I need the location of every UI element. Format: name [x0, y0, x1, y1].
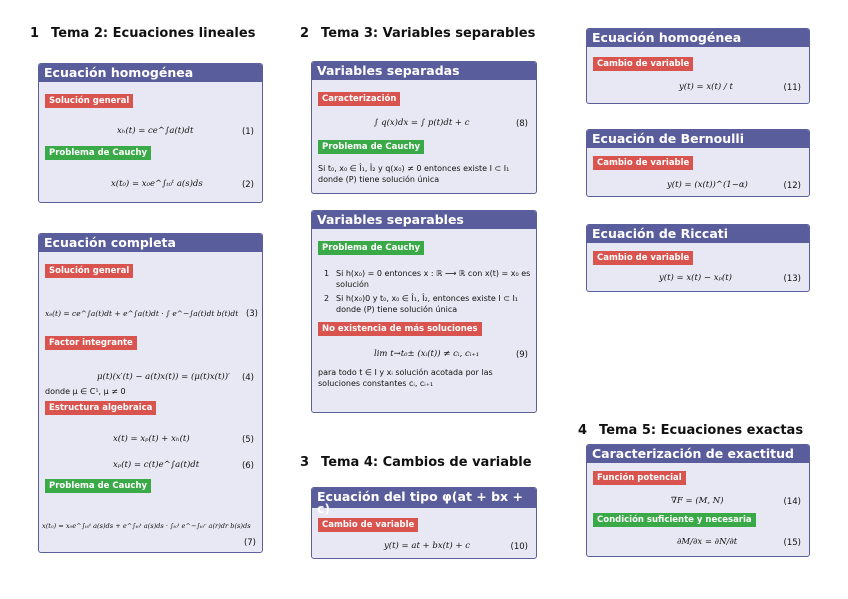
equation-7: x(t₀) = x₀e^∫ₜ₀ᵗ a(s)ds + e^∫ₜ₀ᵗ a(s)ds · ∫ₜ₀ᵗ e^−∫ₜ₀ʳ a(r)dr b(s)ds [42, 522, 251, 530]
equation-10: y(t) = at + bx(t) + c [384, 541, 470, 551]
card-title: Ecuación del tipo φ(at + bx + c) [312, 488, 536, 508]
card-title: Variables separadas [312, 62, 536, 80]
card-variables-separadas [311, 61, 537, 194]
equation-4: μ(t)(x′(t) − a(t)x(t)) = (μ(t)x(t))′ [97, 372, 230, 382]
equation-8: ∫ q(x)dx = ∫ p(t)dt + c [374, 118, 470, 128]
equation-number-1: (1) [241, 127, 254, 137]
tag-cambio-variable: Cambio de variable [318, 518, 418, 532]
equation-1: xₕ(t) = ce^∫a(t)dt [117, 126, 194, 136]
cauchy-text: Si t₀, x₀ ∈ Î₁, Î₂ y q(x₀) ≠ 0 entonces existe I ⊂ I₁ donde (P) tiene solución única [318, 164, 510, 184]
card-title: Ecuación homogénea [39, 64, 262, 82]
equation-14: ∇F = (M, N) [671, 496, 724, 506]
tag-cambio-variable: Cambio de variable [593, 156, 693, 170]
card-ecuacion-completa [38, 233, 263, 553]
tag-estructura-algebraica: Estructura algebraica [45, 401, 156, 415]
card-ecuacion-homogenea [38, 63, 263, 203]
section-2-heading: 2 Tema 3: Variables separables [300, 26, 536, 41]
section-4-heading: 4 Tema 5: Ecuaciones exactas [578, 423, 804, 438]
condition-text: donde μ ∈ C¹, μ ≠ 0 [45, 387, 126, 396]
equation-number-6: (6) [241, 461, 254, 471]
equation-11: y(t) = x(t) / t [679, 82, 733, 92]
card-ecuacion-tipo [311, 487, 537, 559]
tag-problema-cauchy: Problema de Cauchy [45, 479, 151, 493]
tag-solucion-general: Solución general [45, 264, 133, 278]
tag-cambio-variable: Cambio de variable [593, 251, 693, 265]
tag-condicion-suficiente: Condición suficiente y necesaria [593, 513, 756, 527]
section-1-heading: 1 Tema 2: Ecuaciones lineales [30, 26, 256, 41]
equation-3: xₑ(t) = ce^∫a(t)dt + e^∫a(t)dt · ∫ e^−∫a(t)dt b(t)dt [45, 309, 239, 318]
equation-number-7: (7) [243, 538, 256, 548]
equation-13: y(t) = x(t) − xₚ(t) [659, 273, 732, 283]
tag-no-existencia: No existencia de más soluciones [318, 322, 482, 336]
equation-number-4: (4) [241, 373, 254, 383]
tag-problema-cauchy: Problema de Cauchy [318, 241, 424, 255]
card-variables-separables [311, 210, 537, 413]
card-caracterizacion-exactitud [586, 444, 810, 557]
equation-5: x(t) = xₚ(t) + xₕ(t) [113, 434, 190, 444]
tag-cambio-variable: Cambio de variable [593, 57, 693, 71]
equation-number-11: (11) [783, 83, 801, 93]
equation-6: xₚ(t) = c(t)e^∫a(t)dt [113, 460, 200, 470]
equation-15: ∂M/∂x = ∂N/∂t [677, 537, 738, 547]
equation-number-13: (13) [783, 274, 801, 284]
list-number-2: 2 [324, 294, 330, 303]
equation-number-3: (3) [245, 309, 258, 319]
card-homogenea-cambio [586, 28, 810, 104]
equation-2: x(t₀) = x₀e^∫ₜ₀ᵗ a(s)ds [111, 179, 203, 189]
tag-problema-cauchy: Problema de Cauchy [318, 140, 424, 154]
card-title: Ecuación de Bernoulli [587, 130, 809, 148]
equation-number-14: (14) [783, 497, 801, 507]
card-title: Ecuación de Riccati [587, 225, 809, 243]
equation-number-9: (9) [515, 350, 528, 360]
card-bernoulli [586, 129, 810, 197]
list-item-2: Si h(x₀)0 y t₀, x₀ ∈ Î₁, Î₂, entonces existe I ⊂ I₁ donde (P) tiene solución única [336, 294, 519, 314]
section-3-heading: 3 Tema 4: Cambios de variable [300, 455, 532, 470]
equation-number-10: (10) [510, 542, 528, 552]
tag-funcion-potencial: Función potencial [593, 471, 686, 485]
conclusion-text: para todo t ∈ I y xᵢ solución acotada por las soluciones constantes cᵢ, cᵢ₊₁ [318, 368, 493, 388]
equation-number-2: (2) [241, 180, 254, 190]
equation-9: lim t→t₀± (xᵢ(t)) ≠ cᵢ, cᵢ₊₁ [374, 349, 480, 359]
list-item-1: Si h(x₀) = 0 entonces x : ℝ ⟶ ℝ con x(t) = x₀ es solución [336, 269, 531, 289]
tag-caracterizacion: Caracterización [318, 92, 400, 106]
card-riccati [586, 224, 810, 292]
equation-number-15: (15) [783, 538, 801, 548]
tag-factor-integrante: Factor integrante [45, 336, 137, 350]
equation-number-8: (8) [515, 119, 528, 129]
card-title: Caracterización de exactitud [587, 445, 809, 463]
list-number-1: 1 [324, 269, 330, 278]
tag-solucion-general: Solución general [45, 94, 133, 108]
equation-number-12: (12) [783, 181, 801, 191]
equation-number-5: (5) [241, 435, 254, 445]
card-title: Variables separables [312, 211, 536, 229]
card-title: Ecuación homogénea [587, 29, 809, 47]
tag-problema-cauchy: Problema de Cauchy [45, 146, 151, 160]
card-title: Ecuación completa [39, 234, 262, 252]
equation-12: y(t) = (x(t))^(1−α) [667, 180, 748, 190]
